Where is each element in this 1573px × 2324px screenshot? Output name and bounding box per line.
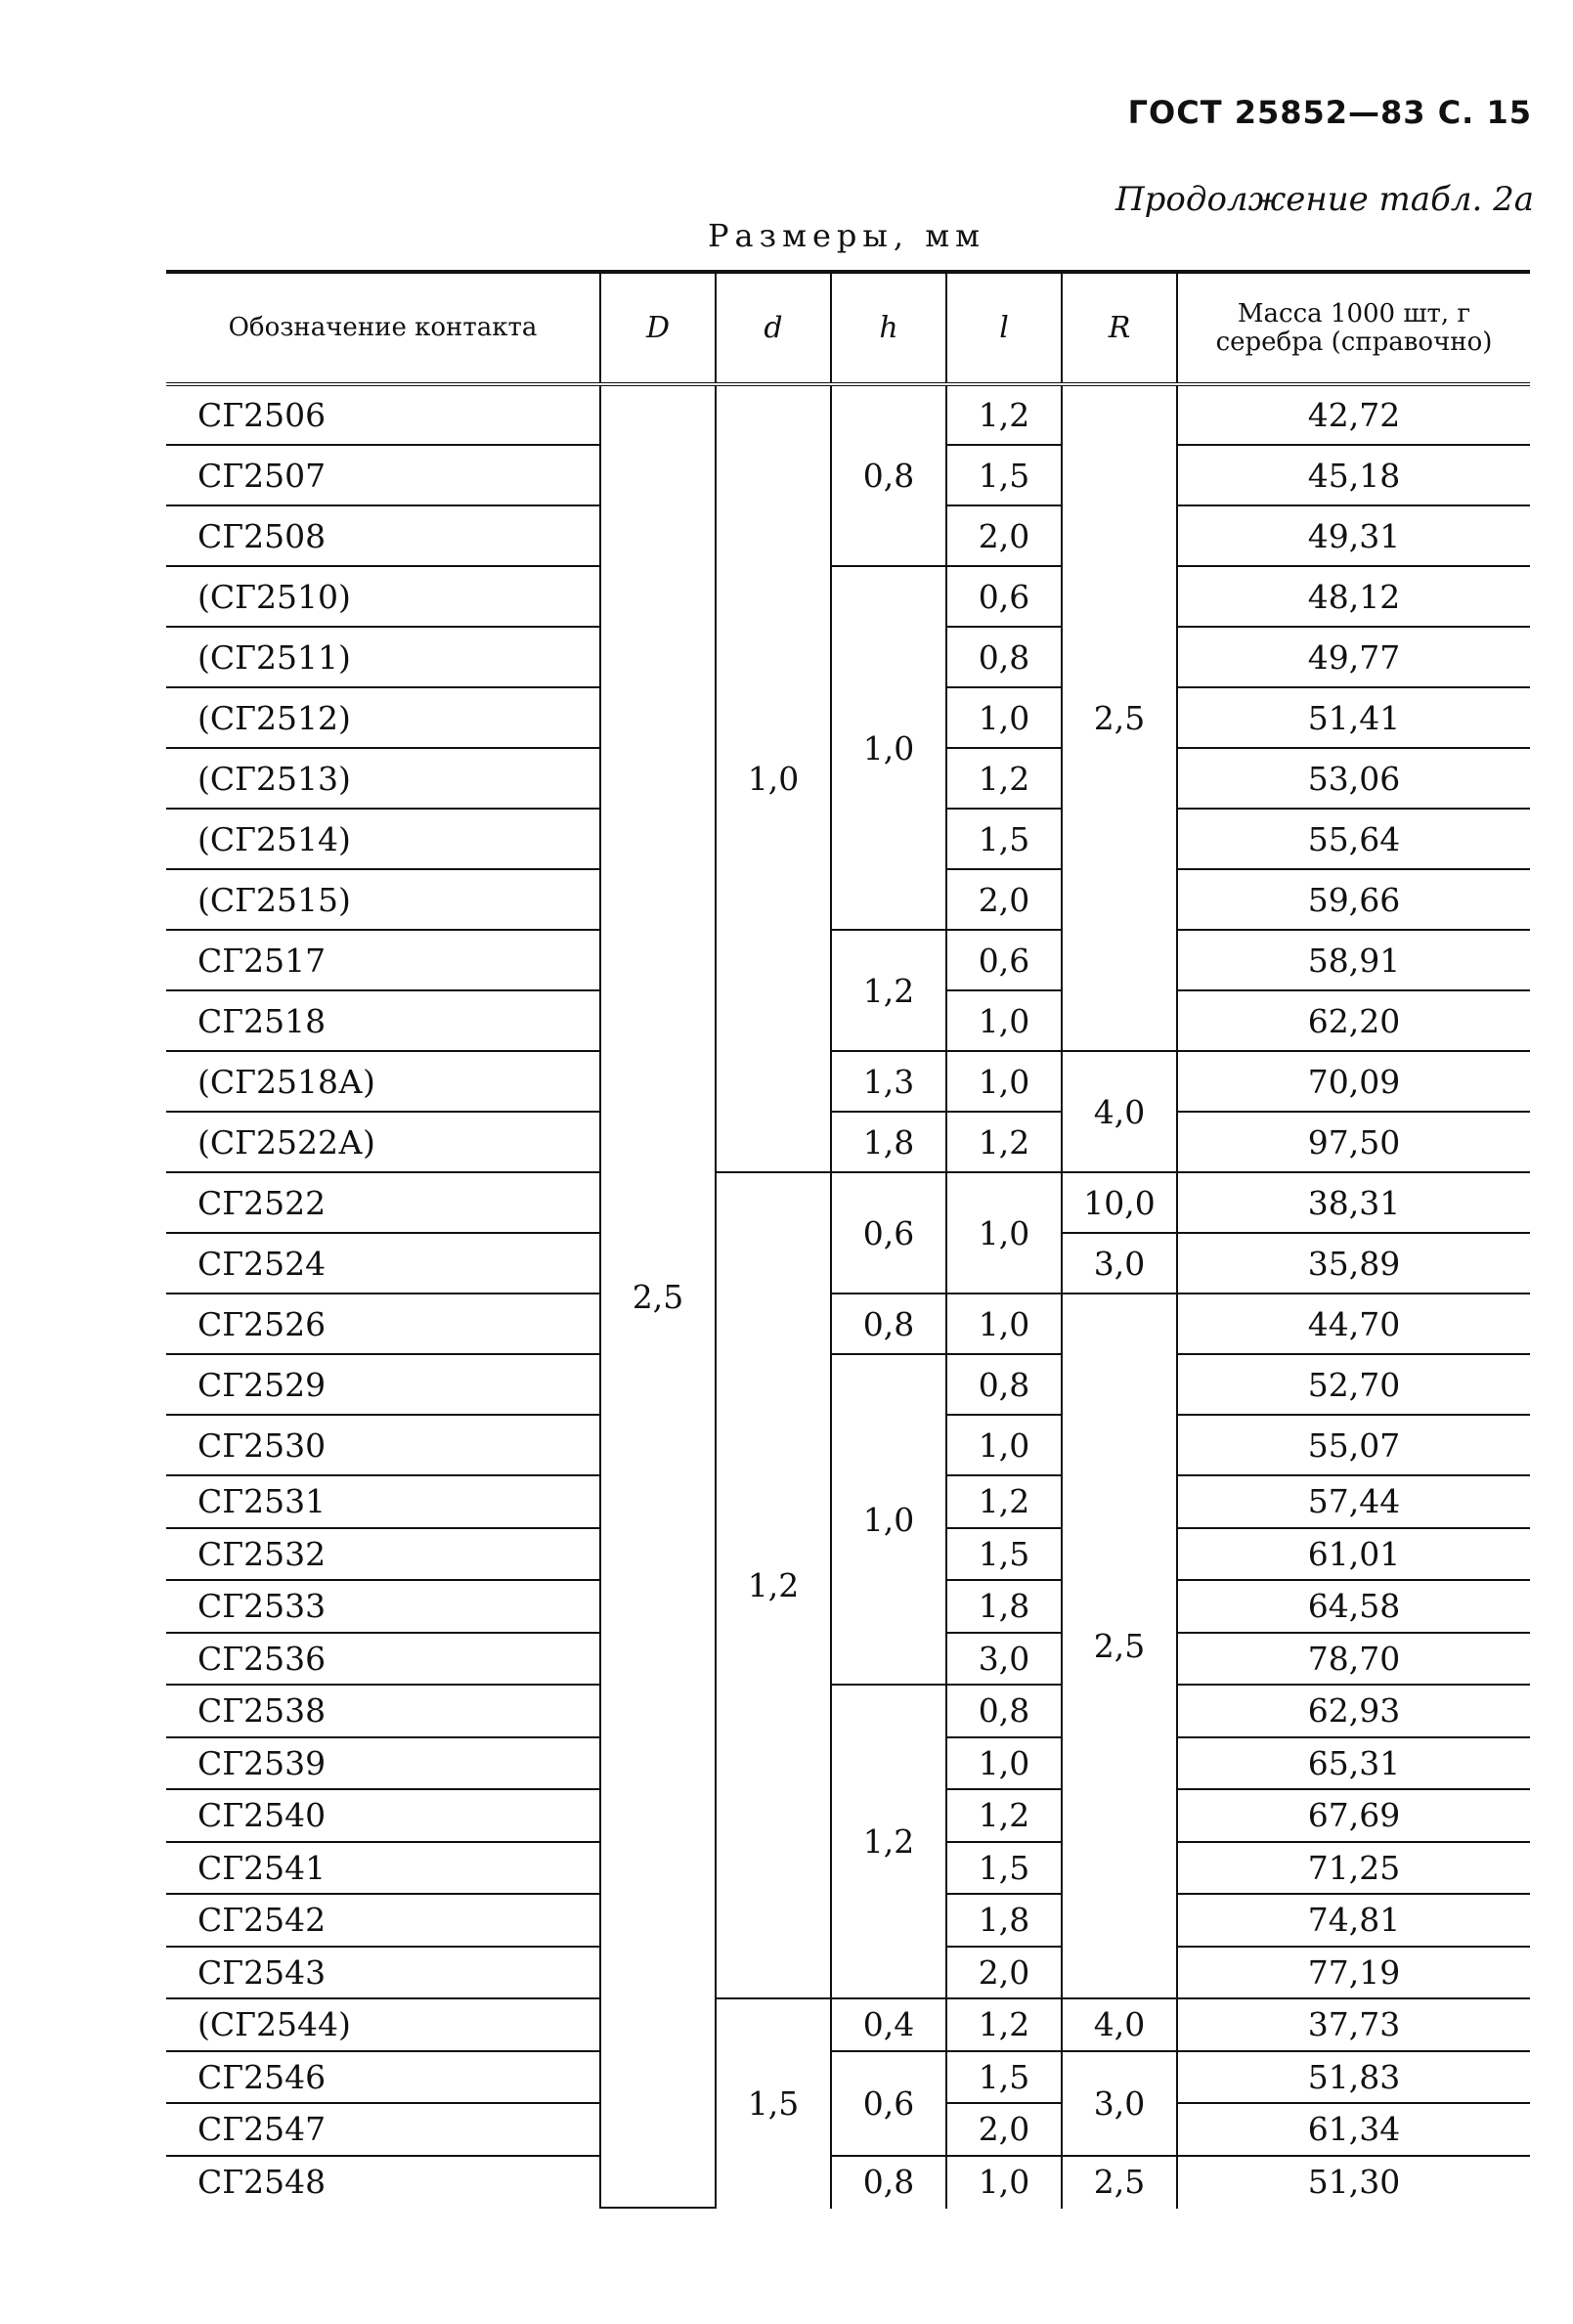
d-cell: 1,5: [716, 1998, 831, 2208]
designation-cell: СГ2546: [166, 2051, 600, 2104]
designation-cell: СГ2536: [166, 1633, 600, 1686]
l-cell: 0,8: [946, 1354, 1062, 1415]
R-cell: 4,0: [1062, 1998, 1177, 2051]
mass-cell: 44,70: [1177, 1294, 1530, 1354]
l-cell: 2,0: [946, 1947, 1062, 1999]
designation-cell: (СГ2544): [166, 1998, 600, 2051]
table-row: [166, 1998, 1530, 2051]
col-header-designation: Обозначение контакта: [166, 272, 600, 384]
units-caption: Размеры, мм: [708, 217, 985, 254]
designation-cell: СГ2547: [166, 2103, 600, 2156]
designation-cell: СГ2538: [166, 1685, 600, 1737]
l-cell: 3,0: [946, 1633, 1062, 1686]
mass-cell: 58,91: [1177, 930, 1530, 990]
designation-cell: СГ2526: [166, 1294, 600, 1354]
mass-cell: 52,70: [1177, 1354, 1530, 1415]
designation-cell: СГ2548: [197, 2163, 327, 2201]
table-row: [166, 930, 1530, 990]
mass-cell: 49,31: [1177, 505, 1530, 566]
l-cell: 1,0: [946, 1294, 1062, 1354]
col-header-R: R: [1062, 272, 1177, 384]
l-cell: 0,8: [946, 1685, 1062, 1737]
table-row: [166, 1051, 1530, 1112]
h-cell: 1,0: [831, 566, 946, 930]
l-cell: 1,2: [946, 384, 1062, 445]
d-cell: 1,0: [716, 384, 831, 1172]
h-cell: 1,8: [831, 1112, 946, 1172]
l-cell: 1,5: [946, 809, 1062, 869]
l-cell: 1,0: [946, 1415, 1062, 1475]
l-cell: 1,8: [946, 1894, 1062, 1947]
h-cell: 0,8: [831, 2156, 946, 2209]
col-header-l: l: [946, 272, 1062, 384]
l-cell: 1,0: [946, 687, 1062, 748]
table-row: [166, 1112, 1530, 1172]
mass-cell: 78,70: [1177, 1633, 1530, 1686]
mass-cell: 59,66: [1177, 869, 1530, 930]
R-cell: 3,0: [1062, 2051, 1177, 2156]
D-cell: 2,5: [600, 384, 716, 2208]
designation-cell: (СГ2518А): [166, 1051, 600, 1112]
l-cell: 2,0: [946, 2103, 1062, 2156]
h-cell: 0,8: [831, 384, 946, 566]
l-cell: 1,2: [946, 1112, 1062, 1172]
mass-cell: 61,01: [1177, 1528, 1530, 1581]
mass-cell: 55,07: [1177, 1415, 1530, 1475]
l-cell: 1,0: [946, 1172, 1062, 1294]
designation-cell: СГ2530: [166, 1415, 600, 1475]
designation-cell: СГ2529: [166, 1354, 600, 1415]
l-cell: 1,2: [946, 1998, 1062, 2051]
R-cell: 4,0: [1062, 1051, 1177, 1172]
designation-cell: СГ2524: [166, 1233, 600, 1294]
mass-cell: 51,41: [1177, 687, 1530, 748]
h-cell: 1,2: [831, 930, 946, 1051]
mass-cell: 45,18: [1177, 445, 1530, 505]
designation-cell: СГ2539: [166, 1737, 600, 1790]
l-cell: 1,0: [946, 1737, 1062, 1790]
l-cell: 1,5: [946, 1528, 1062, 1581]
designation-cell: СГ2507: [166, 445, 600, 505]
mass-cell: 37,73: [1177, 1998, 1530, 2051]
l-cell: 1,2: [946, 748, 1062, 809]
designation-cell: СГ2506: [166, 384, 600, 445]
l-cell: 1,2: [946, 1789, 1062, 1842]
mass-cell: 77,19: [1177, 1947, 1530, 1999]
mass-cell: 97,50: [1177, 1112, 1530, 1172]
mass-cell: 49,77: [1177, 627, 1530, 687]
l-cell: 2,0: [946, 505, 1062, 566]
R-cell: 2,5: [1062, 384, 1177, 1051]
mass-cell: 53,06: [1177, 748, 1530, 809]
mass-cell: 51,30: [1177, 2156, 1530, 2209]
h-cell: 0,6: [831, 2051, 946, 2156]
table-continuation-label: Продолжение табл. 2а: [1115, 180, 1534, 219]
table-row: [166, 1685, 1530, 1737]
R-cell: 3,0: [1062, 1233, 1177, 1294]
col-header-D: D: [600, 272, 716, 384]
mass-cell: 48,12: [1177, 566, 1530, 627]
mass-cell: 35,89: [1177, 1233, 1530, 1294]
h-cell: 0,6: [831, 1172, 946, 1294]
mass-cell: 71,25: [1177, 1842, 1530, 1895]
designation-cell: (СГ2512): [166, 687, 600, 748]
mass-cell: 74,81: [1177, 1894, 1530, 1947]
table-header-row: [166, 272, 1530, 384]
d-cell: 1,2: [716, 1172, 831, 1998]
table-row: [166, 1294, 1530, 1354]
designation-cell: СГ2522: [166, 1172, 600, 1233]
designation-cell: СГ2508: [166, 505, 600, 566]
R-cell: 2,5: [1062, 2156, 1177, 2209]
l-cell: 1,0: [946, 990, 1062, 1051]
mass-cell: 51,83: [1177, 2051, 1530, 2104]
mass-cell: 61,34: [1177, 2103, 1530, 2156]
l-cell: 1,0: [946, 2156, 1062, 2209]
designation-cell: (СГ2511): [166, 627, 600, 687]
designation-cell: СГ2533: [166, 1580, 600, 1633]
l-cell: 2,0: [946, 869, 1062, 930]
l-cell: 1,2: [946, 1475, 1062, 1528]
mass-cell: 42,72: [1177, 384, 1530, 445]
R-cell: 10,0: [1062, 1172, 1177, 1233]
l-cell: 1,5: [946, 1842, 1062, 1895]
designation-cell: СГ2542: [166, 1894, 600, 1947]
h-cell: 0,4: [831, 1998, 946, 2051]
h-cell: 1,3: [831, 1051, 946, 1112]
l-cell: 1,5: [946, 2051, 1062, 2104]
mass-cell: 55,64: [1177, 809, 1530, 869]
designation-cell: (СГ2522А): [166, 1112, 600, 1172]
mass-cell: 67,69: [1177, 1789, 1530, 1842]
dimensions-table: [166, 270, 1530, 2209]
designation-cell: СГ2517: [166, 930, 600, 990]
table-row: [166, 2156, 1530, 2209]
table-row: [166, 384, 1530, 445]
mass-cell: 62,93: [1177, 1685, 1530, 1737]
designation-cell: СГ2531: [166, 1475, 600, 1528]
mass-cell: 70,09: [1177, 1051, 1530, 1112]
table-row: [166, 2051, 1530, 2104]
col-header-mass: Масса 1000 шт, г серебра (справочно): [1177, 272, 1530, 384]
designation-cell: СГ2518: [166, 990, 600, 1051]
table-row: [166, 566, 1530, 627]
R-cell: 2,5: [1062, 1294, 1177, 1998]
h-cell: 0,8: [831, 1294, 946, 1354]
l-cell: 1,0: [946, 1051, 1062, 1112]
table-row: [166, 1172, 1530, 1233]
designation-cell: (СГ2514): [166, 809, 600, 869]
mass-cell: 62,20: [1177, 990, 1530, 1051]
page-title: ГОСТ 25852—83 С. 15: [1127, 94, 1532, 131]
h-cell: 1,0: [831, 1354, 946, 1685]
l-cell: 0,6: [946, 930, 1062, 990]
h-cell: 1,2: [831, 1685, 946, 1998]
designation-cell: (СГ2515): [166, 869, 600, 930]
l-cell: 0,8: [946, 627, 1062, 687]
mass-cell: 65,31: [1177, 1737, 1530, 1790]
col-header-h: h: [831, 272, 946, 384]
designation-cell: СГ2532: [166, 1528, 600, 1581]
designation-cell: СГ2541: [166, 1842, 600, 1895]
mass-cell: 64,58: [1177, 1580, 1530, 1633]
mass-cell: 38,31: [1177, 1172, 1530, 1233]
designation-cell: СГ2543: [166, 1947, 600, 1999]
mass-cell: 57,44: [1177, 1475, 1530, 1528]
col-header-d: d: [716, 272, 831, 384]
l-cell: 0,6: [946, 566, 1062, 627]
designation-cell: (СГ2513): [166, 748, 600, 809]
designation-cell: СГ2540: [166, 1789, 600, 1842]
table-row: [166, 1354, 1530, 1415]
designation-cell: (СГ2510): [166, 566, 600, 627]
l-cell: 1,5: [946, 445, 1062, 505]
l-cell: 1,8: [946, 1580, 1062, 1633]
